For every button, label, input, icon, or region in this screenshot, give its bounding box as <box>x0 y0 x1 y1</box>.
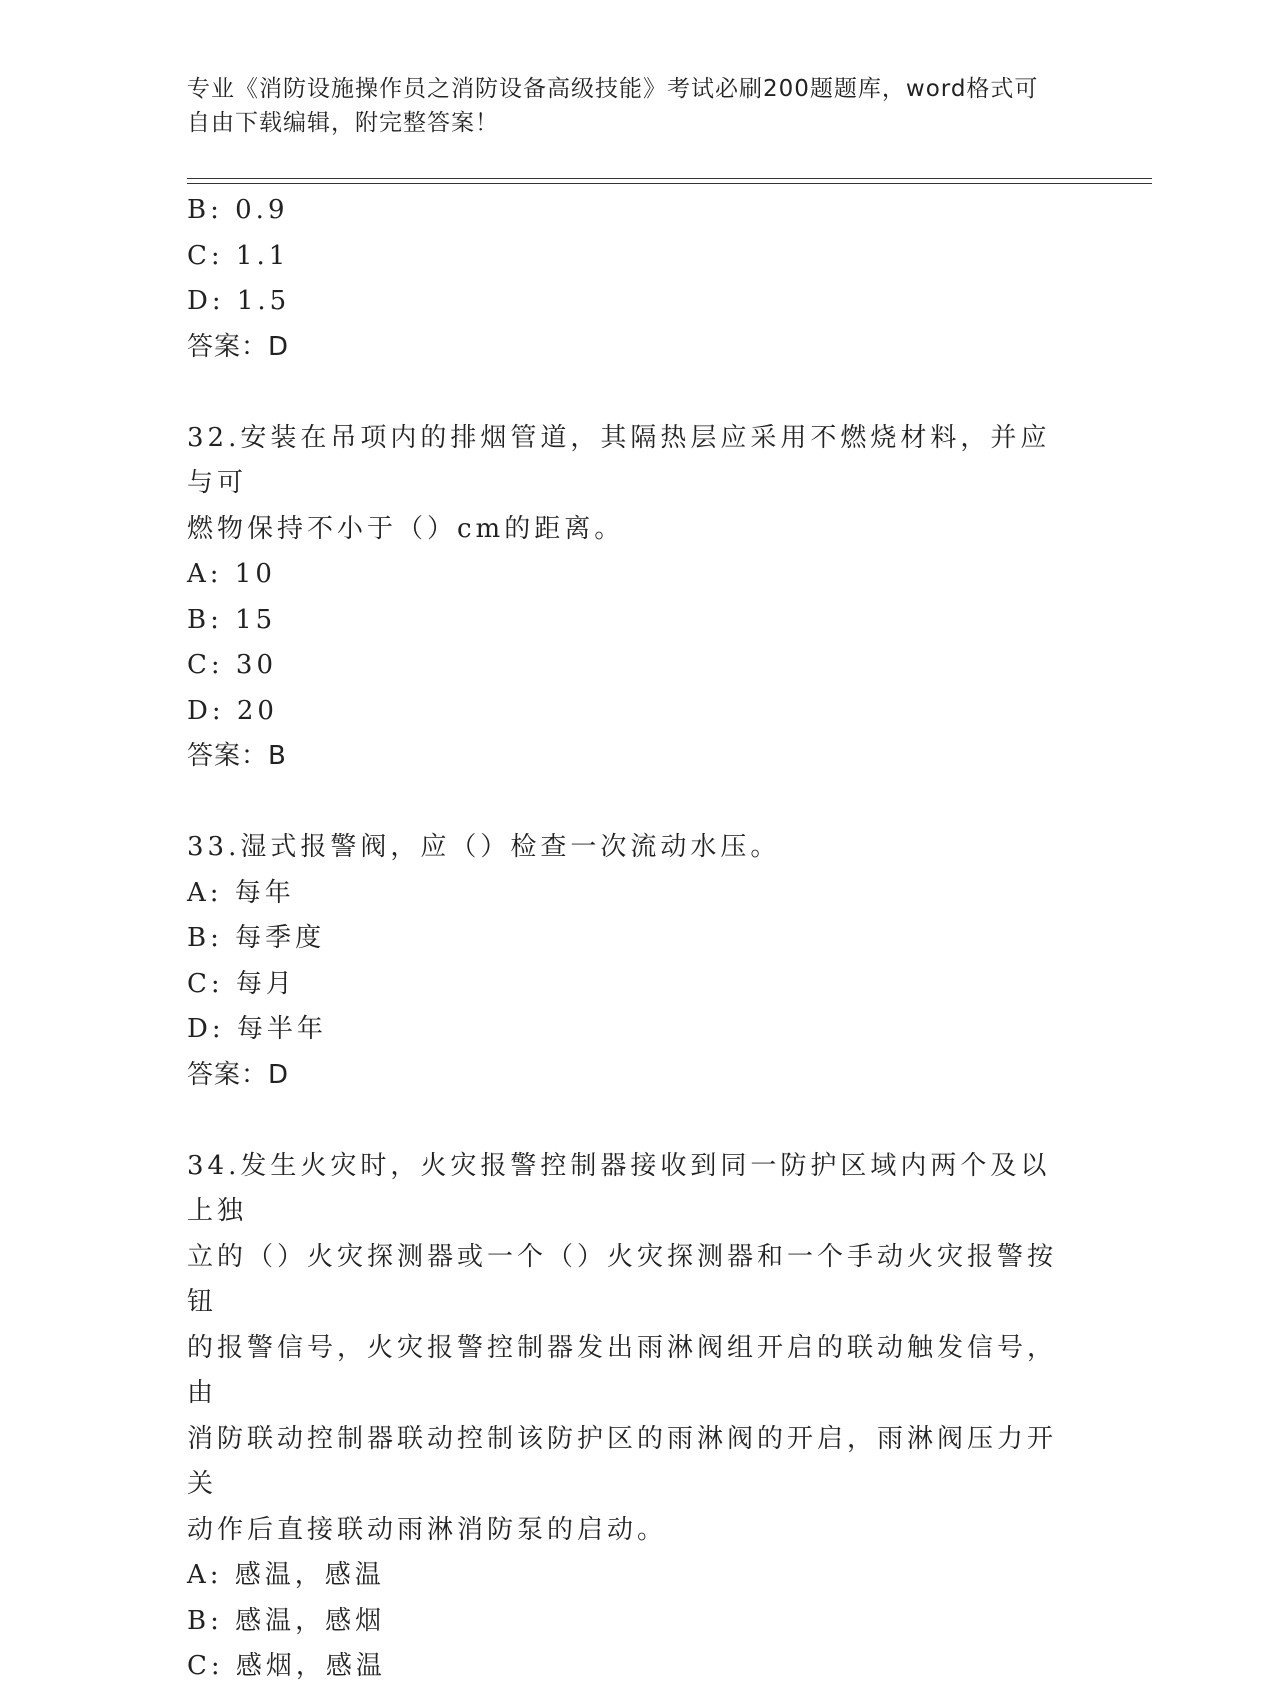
option-b: B: 每季度 <box>187 923 326 953</box>
option-d: D: 1.5 <box>187 286 291 316</box>
question-stem-line: 动作后直接联动雨淋消防泵的启动。 <box>187 1514 668 1545</box>
question-stem-line: 的报警信号，火灾报警控制器发出雨淋阀组开启的联动触发信号，由 <box>187 1332 1058 1408</box>
question-stem-line: 立的（）火灾探测器或一个（）火灾探测器和一个手动火灾报警按钮 <box>187 1241 1058 1317</box>
option-c: C: 1.1 <box>187 240 290 271</box>
option-a: A: 每年 <box>187 877 295 908</box>
option-a: A: 感温，感温 <box>187 1560 385 1590</box>
question-33 <box>187 825 1067 1098</box>
option-a: A: 10 <box>187 559 276 589</box>
question-31-tail <box>187 188 1067 370</box>
option-b: B: 15 <box>187 604 277 635</box>
option-b: B: 0.9 <box>187 195 289 225</box>
header-line-1: 专业《消防设施操作员之消防设备高级技能》考试必刷200题题库，word格式可 <box>187 76 1039 102</box>
question-32 <box>187 416 1067 780</box>
answer-line: 答案：D <box>187 1059 290 1090</box>
spacer <box>187 370 1067 416</box>
question-stem-line: 燃物保持不小于（）cm的距离。 <box>187 513 625 544</box>
question-stem-line: 33.湿式报警阀，应（）检查一次流动水压。 <box>187 832 781 862</box>
option-c: C: 感烟，感温 <box>187 1651 386 1681</box>
option-c: C: 每月 <box>187 968 296 999</box>
question-stem-line: 32.安装在吊项内的排烟管道，其隔热层应采用不燃烧材料，并应与可 <box>187 422 1051 498</box>
question-list <box>187 188 1067 1690</box>
question-34 <box>187 1144 1067 1690</box>
header-divider-top <box>187 178 1152 179</box>
question-stem-line: 消防联动控制器联动控制该防护区的雨淋阀的开启，雨淋阀压力开关 <box>187 1423 1058 1499</box>
spacer <box>187 780 1067 826</box>
header-line-2: 自由下载编辑，附完整答案！ <box>187 110 499 136</box>
option-d: D: 每半年 <box>187 1014 327 1044</box>
answer-line: 答案：B <box>187 741 287 771</box>
spacer <box>187 1098 1067 1144</box>
option-c: C: 30 <box>187 650 278 680</box>
option-d: D: 20 <box>187 695 278 726</box>
header-divider-bottom <box>187 183 1152 184</box>
answer-line: 答案：D <box>187 331 290 362</box>
question-stem-line: 34.发生火灾时，火灾报警控制器接收到同一防护区域内两个及以上独 <box>187 1150 1051 1226</box>
option-b: B: 感温，感烟 <box>187 1605 386 1636</box>
document-header <box>187 72 1087 140</box>
